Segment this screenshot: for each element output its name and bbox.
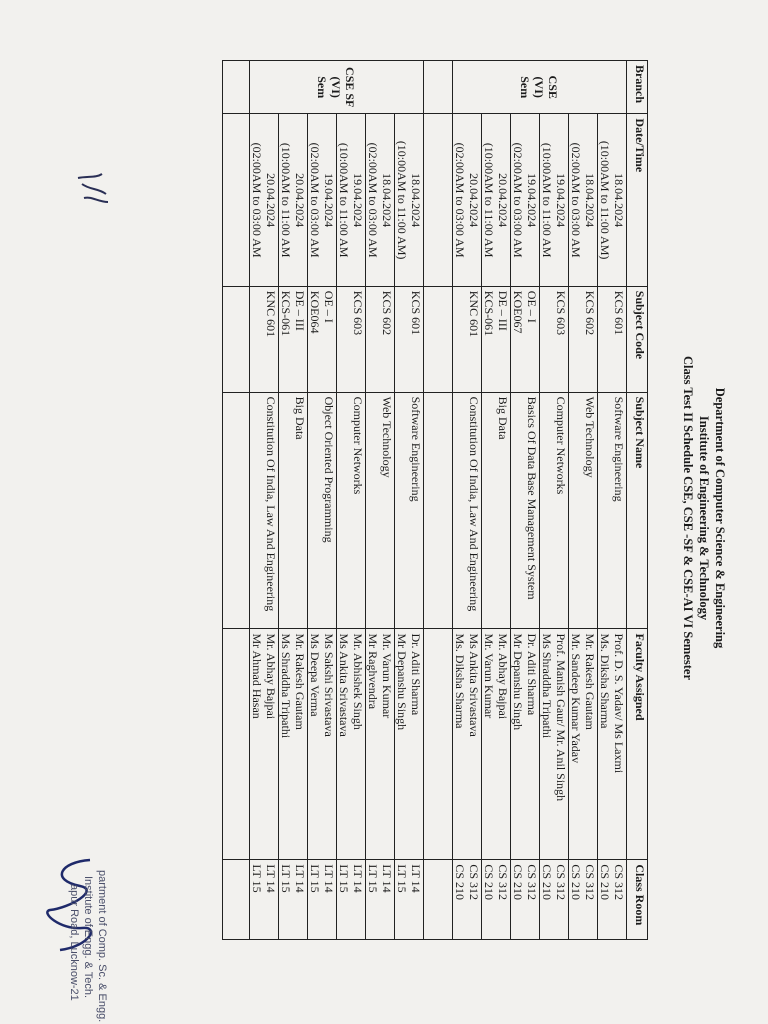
class-room-cell — [366, 860, 395, 940]
faculty-name: Prof. Manish Gaur/ Mr. Anil Singh — [554, 633, 568, 802]
room-number: CS 210 — [482, 864, 496, 900]
room-number: LT 14 — [293, 864, 307, 893]
table-row — [569, 61, 598, 940]
room-number: LT 14 — [380, 864, 394, 893]
room-number: LT 15 — [337, 864, 351, 893]
subject-code-cell: KCS 603 — [540, 286, 569, 392]
faculty-name: Ms. Diksha Sharma — [453, 633, 467, 729]
faculty-name: Mr. Abhay Bajpai — [264, 633, 278, 720]
time-text: (02:00AM to 03:00 AM — [569, 142, 583, 258]
faculty-name: Ms. Diksha Sharma — [598, 633, 612, 729]
time-text: (10:00AM to 11:00 AM) — [395, 140, 409, 260]
room-number: LT 15 — [279, 864, 293, 893]
class-room-cell — [540, 860, 569, 940]
faculty-name: Mr Ahmad Hasan — [250, 633, 264, 719]
faculty-cell — [250, 629, 279, 860]
date-time-cell — [337, 114, 366, 286]
date-text: 20.04.2024 — [496, 173, 510, 228]
schedule-table — [222, 60, 648, 940]
room-number: CS 312 — [612, 864, 626, 900]
faculty-name: Ms Ankita Srivastava — [467, 633, 481, 737]
subject-code-cell: OE – I KOE067 — [511, 286, 540, 392]
header-row — [627, 61, 648, 940]
room-number: CS 210 — [453, 864, 467, 900]
table-row — [453, 61, 482, 940]
subject-name-cell: Computer Networks — [540, 392, 569, 629]
faculty-cell — [511, 629, 540, 860]
date-time-cell — [511, 114, 540, 286]
date-text: 19.04.2024 — [554, 173, 568, 228]
time-text: (10:00AM to 11:00 AM — [279, 142, 293, 258]
subject-code-cell: KCS 602 — [366, 286, 395, 392]
class-room-cell — [511, 860, 540, 940]
time-text: (10:00AM to 11:00 AM — [482, 142, 496, 258]
date-text: 19.04.2024 — [525, 173, 539, 228]
table-row — [540, 61, 569, 940]
class-room-cell — [482, 860, 511, 940]
faculty-name: Dr. Aditi Sharma — [525, 633, 539, 716]
col-subject-code: Subject Code — [627, 286, 648, 392]
time-text: (02:00AM to 03:00 AM — [366, 142, 380, 258]
faculty-cell — [395, 629, 424, 860]
stamp-line-3: apur Road, Lucknow-21 — [68, 884, 80, 1001]
subject-name-cell: Big Data — [279, 392, 308, 629]
faculty-name: Mr. Abhishek Singh — [351, 633, 365, 730]
subject-code-cell: DE – III KCS-061 — [279, 286, 308, 392]
room-number: LT 15 — [250, 864, 264, 893]
trailing-rows — [223, 61, 250, 940]
date-time-cell — [250, 114, 279, 286]
date-text: 20.04.2024 — [467, 173, 481, 228]
col-subject-name: Subject Name — [627, 392, 648, 629]
document-header — [680, 308, 728, 728]
faculty-cell — [279, 629, 308, 860]
faculty-name: Ms Shraddha Tripathi — [540, 633, 554, 739]
subject-name-cell: Computer Networks — [337, 392, 366, 629]
subject-name-cell: Object Oriented Programming — [308, 392, 337, 629]
class-room-cell — [250, 860, 279, 940]
time-text: (02:00AM to 03:00 AM — [308, 142, 322, 258]
subject-name-cell: Web Technology — [366, 392, 395, 629]
room-number: LT 15 — [395, 864, 409, 893]
room-number: CS 210 — [511, 864, 525, 900]
cse-sf-rows — [250, 61, 424, 940]
schedule-title: Class Test II Schedule CSE, CSE -SF & CSE-AI VI Semester — [681, 356, 695, 680]
time-text: (10:00AM to 11:00 AM — [540, 142, 554, 258]
room-number: LT 14 — [409, 864, 423, 893]
time-text: (02:00AM to 03:00 AM — [250, 142, 264, 258]
faculty-name: Ms Deepa Verma — [308, 633, 322, 717]
time-text: (02:00AM to 03:00 AM — [511, 142, 525, 258]
col-branch: Branch — [627, 61, 648, 114]
faculty-cell — [569, 629, 598, 860]
faculty-cell — [366, 629, 395, 860]
subject-name-cell: Big Data — [482, 392, 511, 629]
room-number: CS 312 — [525, 864, 539, 900]
room-number: LT 15 — [308, 864, 322, 893]
room-number: CS 210 — [540, 864, 554, 900]
faculty-cell — [540, 629, 569, 860]
date-text: 18.04.2024 — [583, 173, 597, 228]
time-text: (02:00AM to 03:00 AM — [453, 142, 467, 258]
room-number: LT 14 — [264, 864, 278, 893]
date-time-cell — [453, 114, 482, 286]
class-room-cell — [395, 860, 424, 940]
subject-name-cell: Web Technology — [569, 392, 598, 629]
faculty-name: Ms Sakshi Srivastava — [322, 633, 336, 737]
time-text: (10:00AM to 11:00 AM — [337, 142, 351, 258]
subject-code-cell: KCS 601 — [598, 286, 627, 392]
date-text: 18.04.2024 — [612, 173, 626, 228]
class-room-cell — [598, 860, 627, 940]
class-room-cell — [453, 860, 482, 940]
subject-name-cell: Software Engineering — [395, 392, 424, 629]
class-room-cell — [569, 860, 598, 940]
faculty-name: Mr Depanshu Singh — [511, 633, 525, 731]
faculty-name: Ms Ankita Srivastava — [337, 633, 351, 737]
room-number: CS 210 — [569, 864, 583, 900]
date-time-cell — [308, 114, 337, 286]
date-text: 19.04.2024 — [351, 173, 365, 228]
date-time-cell — [569, 114, 598, 286]
room-number: CS 312 — [496, 864, 510, 900]
faculty-cell — [598, 629, 627, 860]
table-row — [337, 61, 366, 940]
room-number: CS 312 — [554, 864, 568, 900]
table-row — [395, 61, 424, 940]
date-text: 20.04.2024 — [293, 173, 307, 228]
subject-code-cell: DE – III KCS-061 — [482, 286, 511, 392]
faculty-name: Mr. Varun Kumar — [380, 633, 394, 719]
subject-code-cell: KCS 601 — [395, 286, 424, 392]
subject-code-cell: KNC 601 — [453, 286, 482, 392]
date-text: 20.04.2024 — [264, 173, 278, 228]
stamp-line-1: partment of Comp. Sc. & Engg. — [96, 870, 108, 1023]
cse-rows — [453, 61, 627, 940]
faculty-cell — [308, 629, 337, 860]
faculty-name: Mr. Rakesh Gautam — [293, 633, 307, 730]
cse-sf-branch-cell: CSE SF (VI) Sem — [250, 61, 424, 114]
faculty-name: Mr. Abhay Bajpai — [496, 633, 510, 720]
room-number: LT 14 — [322, 864, 336, 893]
subject-code-cell: KNC 601 — [250, 286, 279, 392]
department-title: Department of Computer Science & Engineering — [713, 387, 727, 649]
col-class-room: Class Room — [627, 860, 648, 940]
subject-name-cell: Constitution Of India, Law And Engineering — [453, 392, 482, 629]
class-room-cell — [337, 860, 366, 940]
table-row — [511, 61, 540, 940]
room-number: CS 312 — [467, 864, 481, 900]
room-number: CS 210 — [598, 864, 612, 900]
table-row — [308, 61, 337, 940]
subject-name-cell: Basics Of Data Base Management System — [511, 392, 540, 629]
date-time-cell — [279, 114, 308, 286]
faculty-name: Dr. Aditi Sharma — [409, 633, 423, 716]
col-date-time: Date/Time — [627, 114, 648, 286]
faculty-name: Mr. Varun Kumar — [482, 633, 496, 719]
faculty-cell — [337, 629, 366, 860]
faculty-cell — [482, 629, 511, 860]
faculty-name: Prof. D. S. Yadav/ Ms Laxmi — [612, 633, 626, 774]
faculty-name: Mr. Rakesh Gautam — [583, 633, 597, 730]
faculty-name: Mr. Sandeep Kumar Yadav — [569, 633, 583, 764]
subject-code-cell: KCS 603 — [337, 286, 366, 392]
faculty-cell — [453, 629, 482, 860]
subject-code-cell: KCS 602 — [569, 286, 598, 392]
subject-name-cell: Software Engineering — [598, 392, 627, 629]
initials-signature — [72, 168, 116, 212]
date-time-cell — [482, 114, 511, 286]
faculty-name: Ms Shraddha Tripathi — [279, 633, 293, 739]
faculty-name: Mr Depanshu Singh — [395, 633, 409, 731]
table-row — [366, 61, 395, 940]
table-row — [279, 61, 308, 940]
stamp-line-2: Institute of Engg. & Tech. — [82, 876, 94, 999]
date-text: 18.04.2024 — [409, 173, 423, 228]
room-number: LT 15 — [366, 864, 380, 893]
room-number: LT 14 — [351, 864, 365, 893]
subject-code-cell: OE – I KOE064 — [308, 286, 337, 392]
table-row — [482, 61, 511, 940]
time-text: (10:00AM to 11:00 AM) — [598, 140, 612, 260]
table-row — [598, 61, 627, 940]
date-time-cell — [598, 114, 627, 286]
spacer-row — [424, 61, 453, 940]
schedule-sheet — [118, 48, 728, 988]
class-room-cell — [308, 860, 337, 940]
spacer-rows — [424, 61, 453, 940]
institute-title: Institute of Engineering & Technology — [697, 415, 711, 621]
table-row — [250, 61, 279, 940]
date-time-cell — [366, 114, 395, 286]
date-text: 19.04.2024 — [322, 173, 336, 228]
subject-name-cell: Constitution Of India, Law And Engineering — [250, 392, 279, 629]
date-time-cell — [395, 114, 424, 286]
cse-branch-cell: CSE (VI) Sem — [453, 61, 627, 114]
date-text: 18.04.2024 — [380, 173, 394, 228]
col-faculty: Faculty Assigned — [627, 629, 648, 860]
class-room-cell — [279, 860, 308, 940]
room-number: CS 312 — [583, 864, 597, 900]
faculty-name: Mr Raghvendra — [366, 633, 380, 710]
date-time-cell — [540, 114, 569, 286]
hod-signature-stamp — [20, 850, 116, 1023]
empty-row — [223, 61, 250, 940]
